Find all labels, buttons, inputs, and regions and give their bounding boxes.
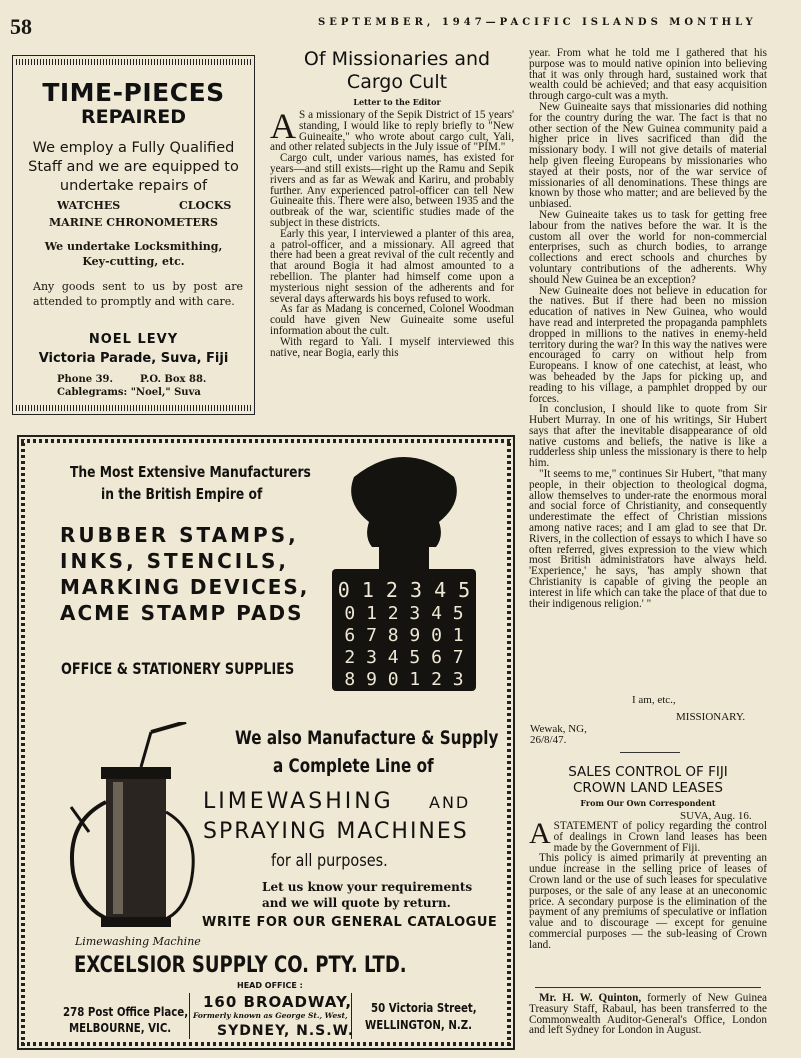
ad-border-top bbox=[21, 439, 511, 443]
cablegrams: Cablegrams: "Noel," Suva bbox=[57, 387, 201, 398]
ruler-bottom bbox=[16, 405, 251, 411]
ad-border-right bbox=[507, 439, 511, 1046]
melbourne-line-2: MELBOURNE, VIC. bbox=[69, 1021, 172, 1035]
excelsior-ad bbox=[17, 435, 515, 1050]
closing: I am, etc., bbox=[632, 694, 676, 706]
product-3: MARKING DEVICES, bbox=[60, 575, 310, 599]
watches-label: WATCHES bbox=[57, 199, 121, 212]
col1-para-5: With regard to Yali. I myself interviewed this native, near Bogia, early this bbox=[270, 335, 514, 359]
col2-para-6: "It seems to me," continues Sir Hubert, "that many people, in their objection to theological dogma, allow themselves to under-rate the enormous moral and social force of Christianity, and consequently underestimate the effect of Christian missions among native races; and I am glad to see that Dr. Rivers, in the collection of essays to which I have so often referred, gives expression to the view which most British administrators have always held. 'Experience,' he says, 'has amply shown that Christianity is capable of giving the people an interest in life which can take the place of that due to their indigenous religion.' " bbox=[529, 468, 767, 610]
ad-line-2: in the British Empire of bbox=[101, 485, 263, 503]
address-divider-1 bbox=[189, 993, 190, 1039]
product-1: RUBBER STAMPS, bbox=[60, 523, 299, 547]
product-2: INKS, STENCILS, bbox=[60, 549, 289, 573]
locksmith-line-2: Key-cutting, etc. bbox=[82, 255, 185, 268]
shop-address: Victoria Parade, Suva, Fiji bbox=[38, 351, 229, 366]
drop-cap: A bbox=[270, 106, 296, 146]
running-title: SEPTEMBER, 1947—PACIFIC ISLANDS MONTHLY bbox=[318, 17, 757, 28]
catalogue-label: WRITE FOR OUR GENERAL CATALOGUE bbox=[202, 915, 498, 930]
ad-border-left bbox=[21, 439, 25, 1046]
fiji-title-line-2: CROWN LAND LEASES bbox=[573, 780, 723, 796]
col2-para-5: In conclusion, I should like to quote from Sir Hubert Murray. In one of his writings, Sir Hubert says that after the inevitable disappearance of old native customs and beliefs, the native is like a rudderless ship unless the missionary is there to help him. bbox=[529, 403, 767, 470]
sydney-line-3: SYDNEY, N.S.W. bbox=[217, 1023, 355, 1039]
fiji-body bbox=[529, 817, 767, 981]
fiji-para-2: This policy is aimed primarily at preventing an undue increase in the selling price of leases of Crown land or the use of such leases for speculative purposes, or the sale of any lease at an uneconomic price. A secondary purpose is the elimination of the payment of any premiums of speculative or inflation value and to discourage — except for genuine commercial purposes — the sub-leasing of Crown land. bbox=[529, 852, 767, 951]
ad-border-bottom bbox=[21, 1042, 511, 1046]
date: 26/8/47. bbox=[530, 734, 567, 746]
and-label: AND bbox=[429, 793, 471, 812]
body-line-2: Staff and we are equipped to bbox=[28, 159, 239, 175]
shop-name: NOEL LEVY bbox=[88, 332, 179, 347]
ruler-top bbox=[16, 59, 251, 65]
post-note: Any goods sent to us by post are attended to promptly and with care. bbox=[33, 280, 243, 308]
company-name: EXCELSIOR SUPPLY CO. PTY. LTD. bbox=[74, 953, 407, 978]
quinton-note bbox=[529, 993, 767, 1043]
fiji-dateline: SUVA, Aug. 16. bbox=[680, 810, 752, 822]
dial-row-3: 6 7 8 9 0 1 bbox=[344, 625, 464, 646]
phone: Phone 39. bbox=[57, 374, 113, 385]
col1-para-1: S a missionary of the Sepik District of 15 years' standing, I would like to reply briefly to "New Guineaite," who wrote about cargo cult, Yali, and other related subjects in the July issue of "PIM." bbox=[270, 109, 514, 154]
col1-para-4: As far as Madang is concerned, Colonel Woodman could have given New Guineaite some useful information about the cult. bbox=[270, 303, 514, 337]
divider bbox=[620, 752, 680, 753]
know-line-1: Let us know your requirements bbox=[262, 880, 473, 894]
spraying-label: SPRAYING MACHINES bbox=[203, 819, 469, 844]
clocks-label: CLOCKS bbox=[179, 199, 232, 212]
col2-para-4: New Guineaite does not believe in education for the natives. But if there had been no mission education of natives in New Guinea, who would have read and interpreted the propaganda pamphlets dropped in millions to the natives in enemy-held territory during the war? In this way the natives were encouraged to carry on without help from Europeans. I know of one catechist, at least, who was beheaded by the Japs for picking up, and reading to his village, a pamphlet dropped by our forces. bbox=[529, 284, 767, 405]
sydney-line-2: Formerly known as George St., West, bbox=[193, 1011, 348, 1020]
article-column-1 bbox=[270, 106, 514, 420]
article-title-line-1: Of Missionaries and bbox=[303, 48, 491, 70]
article-subtitle: Letter to the Editor bbox=[353, 97, 441, 107]
article-title-line-2: Cargo Cult bbox=[346, 71, 448, 93]
product-4: ACME STAMP PADS bbox=[60, 601, 304, 625]
quinton-text: formerly of New Guinea Treasury Staff, Rabaul, has been transferred to the Commonwealth Auditor-General's Office, London and left Sydney for London in August. bbox=[529, 992, 768, 1037]
dial-row-2: 0 1 2 3 4 5 bbox=[344, 603, 464, 624]
head-office-label: HEAD OFFICE : bbox=[237, 981, 303, 990]
body-line-3: undertake repairs of bbox=[59, 178, 208, 194]
sydney-line-1: 160 BROADWAY, bbox=[203, 993, 353, 1011]
locksmith-line-1: We undertake Locksmithing, bbox=[44, 240, 223, 253]
page-number: 58 bbox=[10, 14, 32, 39]
wellington-line-1: 50 Victoria Street, bbox=[371, 1001, 477, 1015]
col1-para-3: Early this year, I interviewed a planter of this area, a patrol-officer, and a missionary. All agreed that there had been a great revival of the cult recently and that around Bogia it had almost amounted to a rebellion. The planter had himself come upon a mysterious night session of the adherents and for several days afterwards his boys refused to work. bbox=[270, 227, 514, 305]
quinton-name: Mr. H. W. Quinton, bbox=[539, 992, 642, 1004]
col2-para-2: New Guineaite says that missionaries did nothing for the country during the war. The fact is that no other section of the New Guinea community paid a higher price in lives sacrificed than did the missionary body. I will not give details of material help given fleeing Europeans by missionaries who stayed at their posts, nor of the war service of missionaries of all denominations. These things are known by those who matter; and are believed by the unbiased. bbox=[529, 100, 767, 211]
stamp-dater-icon bbox=[324, 447, 484, 697]
dial-row-4: 2 3 4 5 6 7 bbox=[344, 647, 464, 668]
also-line-2: a Complete Line of bbox=[273, 755, 434, 777]
also-line-1: We also Manufacture & Supply bbox=[235, 727, 499, 749]
article-column-2 bbox=[529, 48, 767, 703]
wellington-line-2: WELLINGTON, N.Z. bbox=[365, 1018, 473, 1032]
body-line-1: We employ a Fully Qualified bbox=[32, 140, 235, 156]
marine-label: MARINE CHRONOMETERS bbox=[49, 216, 218, 229]
limewashing-label: LIMEWASHING bbox=[203, 789, 394, 814]
fiji-title-line-1: SALES CONTROL OF FIJI bbox=[568, 764, 728, 780]
fiji-drop-cap: A bbox=[529, 817, 551, 850]
know-line-2: and we will quote by return. bbox=[262, 896, 451, 910]
col2-para-1: year. From what he told me I gathered that his purpose was to mould native opinion into believing that it was only through hard, sustained work that wealth could be achieved; and that easy acquisition through cargo-cult was a myth. bbox=[529, 47, 767, 103]
timepieces-ad bbox=[12, 55, 255, 415]
repaired-title: REPAIRED bbox=[81, 106, 186, 128]
melbourne-line-1: 278 Post Office Place, bbox=[63, 1005, 189, 1019]
po-box: P.O. Box 88. bbox=[140, 374, 207, 385]
ad-line-1: The Most Extensive Manufacturers bbox=[70, 463, 311, 481]
col2-para-3: New Guineaite takes us to task for getting free labour from the natives before the war. It is the custom all over the world for non-commercial enterprises, such as church bodies, to arrange collections and erect schools and churches by voluntary contributions of the adherents. Why should New Guinea be an exception? bbox=[529, 208, 767, 286]
dial-row-5: 8 9 0 1 2 3 bbox=[344, 669, 464, 690]
signature: MISSIONARY. bbox=[676, 711, 746, 723]
office-supplies: OFFICE & STATIONERY SUPPLIES bbox=[61, 659, 295, 678]
fiji-para-1: STATEMENT of policy regarding the control of dealings in Crown land leases has been made by the Government of Fiji. bbox=[553, 820, 767, 854]
divider-2 bbox=[535, 987, 761, 988]
purposes-label: for all purposes. bbox=[271, 851, 388, 871]
machine-caption: Limewashing Machine bbox=[75, 935, 201, 948]
dial-row-1: 0 1 2 3 4 5 bbox=[337, 578, 471, 602]
limewashing-machine-icon bbox=[61, 722, 211, 937]
timepieces-title: TIME-PIECES bbox=[42, 78, 225, 107]
col1-para-2: Cargo cult, under various names, has existed for years—and still exists—right up the Ramu and Sepik rivers and as far as Wewak and Kariru, and probably further. Any experienced patrol-officer can tell New Guineaite this. There were also, between 1935 and the outbreak of the war, scientific studies made of the subject in these districts. bbox=[270, 152, 514, 229]
place: Wewak, NG, bbox=[530, 723, 587, 735]
fiji-byline: From Our Own Correspondent bbox=[580, 798, 716, 808]
